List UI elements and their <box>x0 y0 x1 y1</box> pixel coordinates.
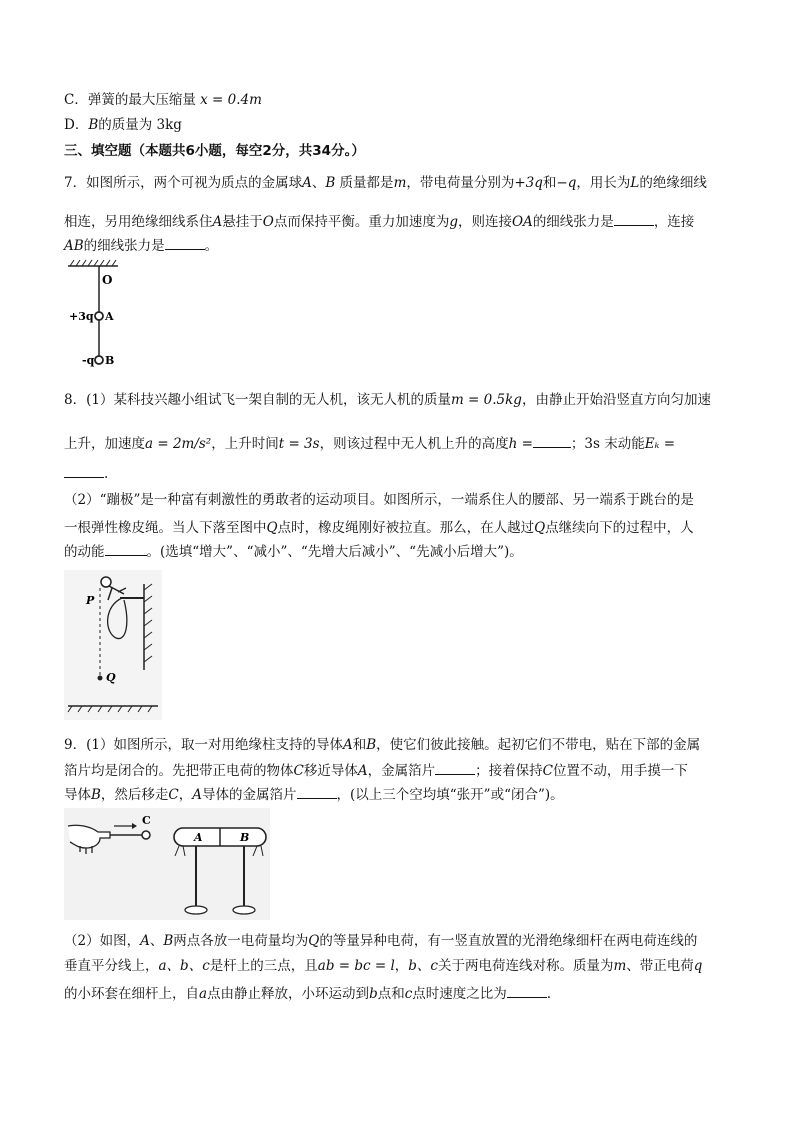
q7-var: g <box>449 214 458 230</box>
q7-text: 相连，另用绝缘细线系住 <box>64 214 213 230</box>
q8-var: Q <box>266 520 278 536</box>
q8-text: 8．(1）某科技兴趣小组试飞一架自制的无人机，该无人机的质量 <box>64 392 451 408</box>
q9-text: ， <box>394 958 409 974</box>
q9-var: A <box>192 787 203 803</box>
option-c-math: x = 0.4m <box>200 92 262 108</box>
q9-text: ，使它们彼此接触。起初它们不带电，贴在下部的金属 <box>376 737 701 753</box>
q9-text: ，金属箔片 <box>367 763 436 779</box>
label-c: C <box>142 814 151 827</box>
q8-text: 一根弹性橡皮绳。当人下落至图中 <box>64 520 267 536</box>
q9-var: c <box>404 986 413 1002</box>
charged-object-c <box>142 831 150 839</box>
option-c <box>64 91 262 109</box>
q8-text: 上升，加速度 <box>64 436 145 452</box>
q9-var: B <box>366 737 377 753</box>
q9-text: 的小环套在细杆上，自 <box>64 986 199 1002</box>
section-heading: 三、填空题（本题共6小题，每空2分，共34分。） <box>64 143 365 159</box>
option-d-label: D． <box>64 117 89 133</box>
q8-line-6 <box>64 541 523 561</box>
q9-text: 点和 <box>377 986 405 1002</box>
q9-var: A <box>357 763 368 779</box>
q7-var: A <box>212 214 223 230</box>
q9-text: 移近导体 <box>303 763 358 779</box>
q8-line-2 <box>64 433 675 453</box>
q9-text: 和 <box>352 737 367 753</box>
q9-text: 两点各放一电荷量均为 <box>173 933 309 949</box>
q9-text: 是杆上的三点，且 <box>209 958 318 974</box>
q8-math: h = <box>508 436 533 452</box>
q9-var: B <box>163 933 174 949</box>
q8-text: 的动能 <box>64 544 105 560</box>
label-conductor-b: B <box>240 831 250 844</box>
q7-text: 、 <box>311 175 326 191</box>
q7-text: 的绝缘细线 <box>639 175 707 191</box>
answer-blank[interactable] <box>507 983 547 998</box>
ball-b <box>95 356 103 364</box>
q9-var: a <box>199 986 208 1002</box>
bungee-figure <box>64 570 162 720</box>
q9-text: 9．(1）如图所示，取一对用绝缘柱支持的导体 <box>64 737 343 753</box>
q9-var: C <box>293 763 304 779</box>
q7-line-3 <box>64 235 218 255</box>
q8-text: ，上升时间 <box>211 436 279 452</box>
charge-a-label: +3q <box>69 310 94 323</box>
answer-blank[interactable] <box>64 463 104 478</box>
answer-blank[interactable] <box>105 541 147 556</box>
charge-b-label: -q <box>82 354 95 367</box>
answer-blank[interactable] <box>435 760 475 775</box>
q7-charge: +3q <box>514 175 543 191</box>
q9-text: ，(以上三个空均填“张开”或“闭合”)。 <box>336 787 564 803</box>
answer-blank[interactable] <box>533 433 571 448</box>
q8-math: Eₖ = <box>644 436 676 452</box>
q9-text: 点时速度之比为 <box>412 986 507 1002</box>
label-p: P <box>86 594 95 607</box>
answer-blank[interactable] <box>165 235 205 250</box>
ceiling-hatch <box>70 260 116 266</box>
q9-var: a、b、c <box>158 958 210 974</box>
q9-var: B <box>91 787 101 803</box>
q7-text: 的细线张力是 <box>83 238 165 254</box>
q9-var: Q <box>308 933 320 949</box>
q9-var: A <box>342 737 353 753</box>
q7-text: 悬挂于 <box>222 214 263 230</box>
label-conductor-a: A <box>194 831 203 844</box>
q8-text: . <box>104 466 109 482</box>
option-d-var: B <box>88 117 99 133</box>
q7-var: B <box>325 175 336 191</box>
q9-var: A <box>140 933 150 949</box>
q9-text: 的等量异种电荷，有一竖直放置的光滑绝缘细杆在两电荷连线的 <box>319 933 698 949</box>
q9-line-3 <box>64 784 564 804</box>
q9-text: 箔片均是闭合的。先把带正电荷的物体 <box>64 763 294 779</box>
point-q <box>98 676 103 681</box>
option-d <box>64 116 182 134</box>
q9-math: ab = bc = l <box>317 958 395 974</box>
q9-2-line-2 <box>64 957 702 975</box>
q9-text: 垂直平分线上， <box>64 958 159 974</box>
q7-var: AB <box>64 238 84 254</box>
q7-var: L <box>630 175 640 191</box>
q9-text: ；接着保持 <box>475 763 543 779</box>
q8-text: ；3s 末动能 <box>570 436 645 452</box>
q8-math: a = 2m/s² <box>145 436 212 452</box>
q9-text: 导体的金属箔片 <box>202 787 297 803</box>
q7-text: 。 <box>204 238 219 254</box>
q9-text: 、带正电荷 <box>626 958 694 974</box>
conductor-figure <box>64 808 270 920</box>
q7-figure <box>66 258 136 370</box>
q9-line-1 <box>64 736 700 754</box>
q9-text: （2）如图， <box>64 933 141 949</box>
ball-a <box>95 312 103 320</box>
q9-var: b <box>369 986 378 1002</box>
q7-charge: −q <box>556 175 577 191</box>
q9-var: C <box>542 763 553 779</box>
figure-background <box>64 808 270 920</box>
q7-var: OA <box>511 214 533 230</box>
q9-var: m <box>613 958 627 974</box>
q8-line-4 <box>64 491 694 509</box>
q7-var: m <box>393 175 407 191</box>
q7-text: 和 <box>542 175 557 191</box>
option-d-text: 的质量为 3kg <box>98 117 182 133</box>
q9-text: 关于两电荷连线对称。质量为 <box>437 958 614 974</box>
q8-math: t = 3s <box>278 436 320 452</box>
base-a <box>185 906 207 914</box>
q8-line-1 <box>64 391 711 409</box>
q9-text: ，然后移走 <box>100 787 169 803</box>
q7-line-1 <box>64 174 707 192</box>
q9-text: . <box>546 986 552 1002</box>
q7-text: 质量都是 <box>335 175 394 191</box>
q7-text: ，带电荷量分别为 <box>406 175 515 191</box>
q8-var: Q <box>534 520 546 536</box>
q8-text: ，则该过程中无人机上升的高度 <box>319 436 509 452</box>
q8-text: ，由静止开始沿竖直方向匀加速 <box>521 392 711 408</box>
q9-var: q <box>693 958 703 974</box>
q9-text: ， <box>178 787 193 803</box>
q7-text: ，连接 <box>653 214 695 230</box>
q7-text: ，用长为 <box>576 175 631 191</box>
option-c-text: C．弹簧的最大压缩量 <box>64 92 196 108</box>
q7-var: O <box>262 214 274 230</box>
label-q: Q <box>106 671 116 684</box>
q8-line-3 <box>64 463 108 483</box>
q9-line-2 <box>64 760 688 780</box>
label-o: O <box>102 273 113 287</box>
q9-var: b、c <box>408 958 438 974</box>
q9-2-line-3 <box>64 983 551 1003</box>
q9-text: 、 <box>149 933 164 949</box>
figure-background <box>64 570 162 720</box>
q8-text: （2）“蹦极”是一种富有刺激性的勇敢者的运动项目。如图所示，一端系住人的腰部、另一端系于跳台的是 <box>64 492 694 508</box>
q7-text: 的细线张力是 <box>532 214 614 230</box>
q8-text: 点继续向下的过程中，人 <box>545 520 694 536</box>
q9-text: 导体 <box>64 787 91 803</box>
q7-text: 点而保持平衡。重力加速度为 <box>273 214 450 230</box>
q8-line-5 <box>64 519 694 537</box>
q7-line-2 <box>64 211 694 231</box>
q8-math: m = 0.5kg <box>450 392 522 408</box>
q9-text: 点由静止释放，小环运动到 <box>207 986 370 1002</box>
label-a: A <box>105 310 114 323</box>
answer-blank[interactable] <box>614 211 654 226</box>
label-b: B <box>105 354 115 367</box>
q7-text: ，则连接 <box>457 214 512 230</box>
q9-var: C <box>168 787 179 803</box>
q9-2-line-1 <box>64 932 697 950</box>
q9-text: 位置不动，用手摸一下 <box>552 763 688 779</box>
base-b <box>233 906 255 914</box>
q8-text: 。(选填“增大”、“减小”、“先增大后减小”、“先减小后增大”)。 <box>146 544 523 560</box>
q8-text: 点时，橡皮绳刚好被拉直。那么，在人越过 <box>277 520 535 536</box>
q7-text: 7．如图所示，两个可视为质点的金属球 <box>64 175 303 191</box>
q7-var: A <box>302 175 312 191</box>
answer-blank[interactable] <box>297 784 337 799</box>
